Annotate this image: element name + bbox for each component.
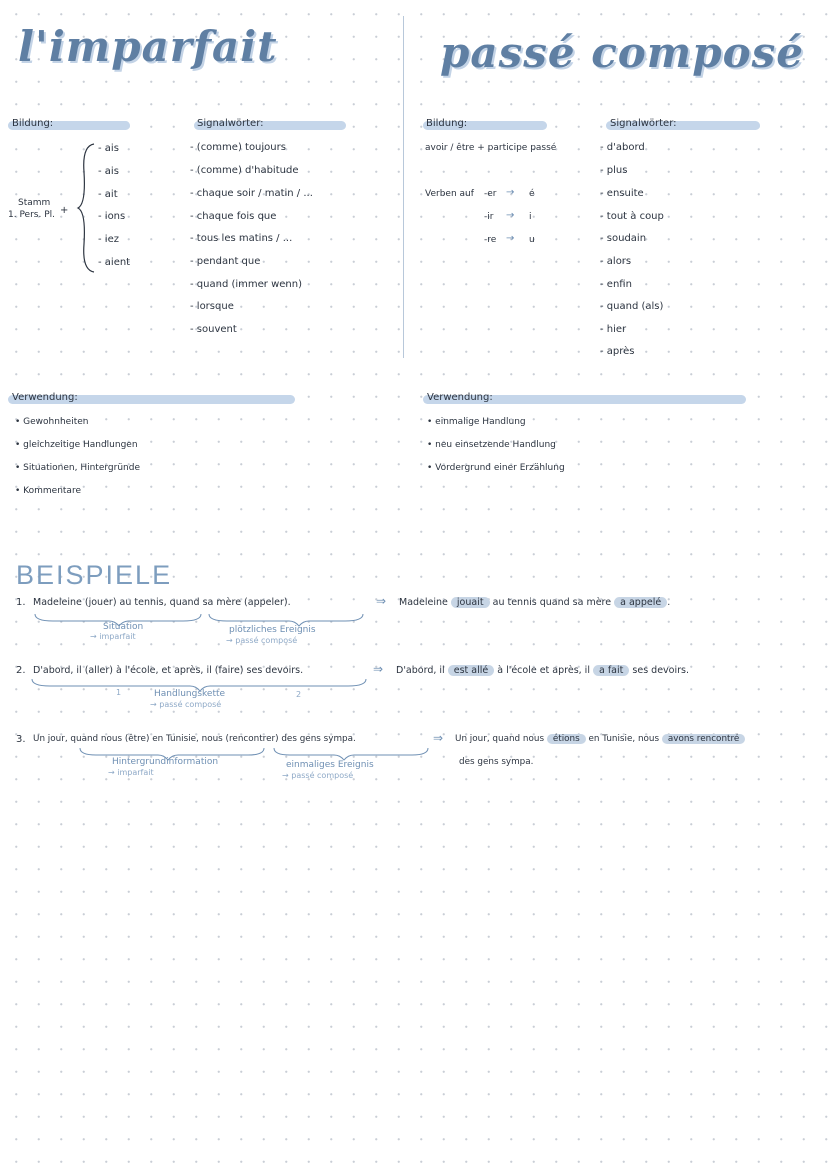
signal-item: - après (600, 346, 635, 357)
ending-item: - ait (98, 189, 118, 200)
signal-item: - pendant que (190, 256, 261, 267)
signal-item: - d'abord (600, 142, 645, 153)
result-text: des gens sympa. (459, 757, 534, 767)
highlighted-verb: a fait (593, 665, 629, 676)
example-sentence: Madeleine (jouer) au tennis, quand sa mère (appeler). (33, 597, 291, 608)
signal-item: - enfin (600, 279, 632, 290)
column-divider (403, 16, 404, 358)
annotation: plötzliches Ereignis (229, 625, 316, 635)
highlighted-verb: jouait (451, 597, 490, 608)
result-text: D'abord, il (396, 665, 445, 676)
ending-item: - aient (98, 257, 131, 268)
bildung-formula: avoir / être + participe passé (425, 143, 557, 153)
rule-arrow: → (506, 233, 515, 244)
signal-item: - plus (600, 165, 628, 176)
annotation: einmaliges Ereignis (286, 760, 374, 770)
example-number: 2. (16, 665, 26, 676)
annotation-sub: → passé composé (150, 700, 222, 709)
result-arrow: ⇒ (433, 731, 444, 745)
ending-item: - ais (98, 166, 119, 177)
result-text: Un jour, quand nous (455, 734, 545, 744)
result-arrow: ⇒ (373, 662, 384, 676)
annotation-sub: → imparfait (108, 768, 154, 777)
ending-item: - ais (98, 143, 119, 154)
verwendung-item: • Kommentare (15, 486, 81, 496)
signal-item: - quand (als) (600, 301, 664, 312)
bildung-heading: Bildung: (12, 118, 54, 129)
example-result (399, 597, 670, 608)
result-text: au tennis quand sa mère (492, 597, 612, 608)
highlighted-verb: a appelé (614, 597, 667, 608)
highlighted-verb: étions (547, 734, 586, 744)
annotation: Handlungskette (154, 689, 226, 699)
result-text: ses devoirs. (632, 665, 689, 676)
endings-brace (78, 142, 98, 274)
annotation-sub: → passé composé (282, 771, 354, 780)
result-arrow: ⇒ (376, 594, 387, 608)
ending-item: - iez (98, 234, 119, 245)
result-text: en Tunisie, nous (588, 734, 660, 744)
signal-heading: Signalwörter: (610, 118, 677, 129)
signal-item: - ensuite (600, 188, 644, 199)
rule-from: -ir (484, 212, 494, 222)
verwendung-item: • neu einsetzende Handlung (427, 440, 556, 450)
rule-arrow: → (506, 210, 515, 221)
bildung-heading: Bildung: (426, 118, 468, 129)
rule-to: é (529, 189, 535, 199)
rule-arrow: → (506, 187, 515, 198)
verwendung-heading: Verwendung: (12, 392, 78, 403)
annotation: Hintergrundinformation (112, 757, 219, 767)
verwendung-item: • gleichzeitige Handlungen (15, 440, 138, 450)
signal-item: - souvent (190, 324, 237, 335)
highlighted-verb: est allé (448, 665, 494, 676)
stamm-label: Stamm (18, 198, 51, 208)
rule-from: -er (484, 189, 497, 199)
signal-item: - hier (600, 324, 627, 335)
annotation: Situation (103, 622, 144, 632)
example-sentence: D'abord, il (aller) à l'école, et après, il (faire) ses devoirs. (33, 665, 304, 676)
signal-item: - soudain (600, 233, 647, 244)
sequence-mark: 2 (296, 690, 302, 699)
result-text: à l'école et après, il (497, 665, 590, 676)
result-text: . (667, 597, 671, 608)
example-number: 3. (16, 734, 26, 745)
sequence-mark: 1 (116, 688, 122, 697)
signal-item: - chaque soir / matin / ... (190, 188, 313, 199)
verwendung-heading: Verwendung: (427, 392, 493, 403)
plus-sign: + (60, 205, 69, 216)
annotation-sub: → imparfait (90, 632, 136, 641)
signal-item: - chaque fois que (190, 211, 277, 222)
highlighted-verb: avons rencontré (662, 734, 745, 744)
signal-item: - lorsque (190, 301, 234, 312)
verwendung-item: • einmalige Handlung (427, 417, 526, 427)
verwendung-item: • Vordergrund einer Erzählung (427, 463, 565, 473)
example-sentence: Un jour, quand nous (être) en Tunisie, nous (rencontrer) des gens sympa. (33, 734, 356, 744)
stamm-person-label: 1. Pers. Pl. (8, 210, 55, 220)
rule-to: i (529, 212, 532, 222)
rule-from: -re (484, 235, 497, 245)
signal-item: - (comme) toujours (190, 142, 286, 153)
ending-item: - ions (98, 211, 126, 222)
annotation-sub: → passé composé (226, 636, 298, 645)
rule-to: u (529, 235, 535, 245)
verwendung-item: • Situationen, Hintergründe (15, 463, 140, 473)
imparfait-title: l'imparfait (18, 22, 278, 71)
example-number: 1. (16, 597, 26, 608)
result-text: Madeleine (399, 597, 448, 608)
beispiele-heading: BEISPIELE (16, 560, 173, 590)
verben-label: Verben auf (425, 189, 474, 199)
verwendung-item: • Gewohnheiten (15, 417, 89, 427)
example-result (396, 665, 689, 676)
signal-heading: Signalwörter: (197, 118, 264, 129)
signal-item: - tous les matins / ... (190, 233, 293, 244)
passe-compose-title: passé composé (440, 28, 804, 77)
example-result (455, 734, 745, 744)
example-brackets (33, 612, 373, 626)
signal-item: - (comme) d'habitude (190, 165, 299, 176)
signal-item: - quand (immer wenn) (190, 279, 302, 290)
signal-item: - tout à coup (600, 211, 664, 222)
signal-item: - alors (600, 256, 632, 267)
